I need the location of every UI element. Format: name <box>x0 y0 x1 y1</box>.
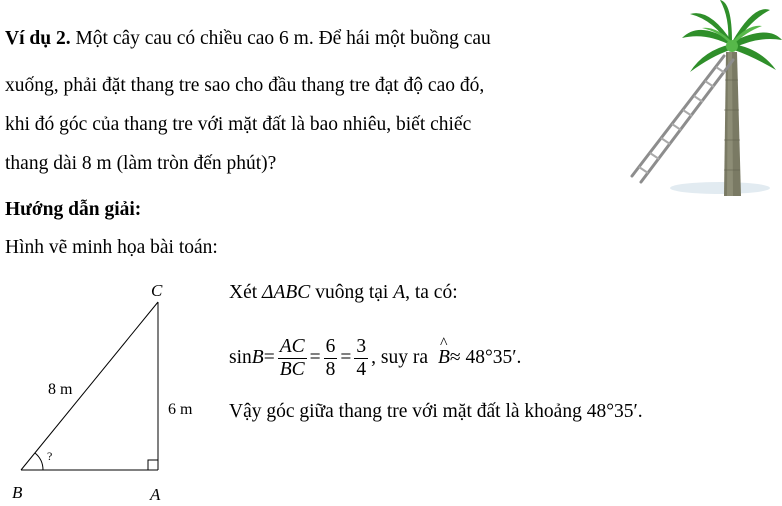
equals-1: = <box>263 347 275 368</box>
denominator-8: 8 <box>325 358 336 380</box>
fraction-6-8 <box>324 336 338 381</box>
vertex-a: A <box>150 485 161 504</box>
angle-question: ? <box>47 449 53 463</box>
palm-ladder-illustration <box>620 0 782 200</box>
vertex-b: B <box>12 483 23 502</box>
s1-triangle: ΔABC <box>262 282 311 303</box>
therefore-text: , suy ra <box>371 347 428 368</box>
angle-b: B <box>251 347 264 368</box>
fraction-ac-bc <box>278 336 307 381</box>
right-angle-mark <box>148 460 158 470</box>
s1-pre: Xét <box>229 282 263 303</box>
guide-heading: Hướng dẫn giải: <box>5 199 142 220</box>
side-ac-label: 6 m <box>168 401 193 418</box>
hypotenuse-label: 8 m <box>48 381 73 398</box>
numerator-ac: AC <box>279 335 305 357</box>
guide-intro: Hình vẽ minh họa bài toán: <box>5 237 218 258</box>
problem-line-1 <box>5 28 491 50</box>
equals-3: = <box>340 347 352 368</box>
problem-line-2: xuống, phải đặt thang tre sao cho đầu thang tre đạt độ cao đó, <box>5 75 485 96</box>
denominator-4: 4 <box>356 358 367 380</box>
example-label: Ví dụ 2. <box>5 28 71 49</box>
problem-text-1: Một cây cau có chiều cao 6 m. Để hái một buồng cau <box>75 28 491 49</box>
angle-arc <box>35 453 43 470</box>
s1-mid: vuông tại <box>310 282 394 303</box>
angle-b-hat: ^ B <box>438 347 450 369</box>
solution-formula <box>229 330 521 386</box>
solution-conclusion: Vậy góc giữa thang tre với mặt đất là khoảng 48°35′. <box>229 401 643 422</box>
vertex-c: C <box>151 281 163 300</box>
sin-function: sin <box>229 347 252 368</box>
problem-line-3: khi đó góc của thang tre với mặt đất là bao nhiêu, biết chiếc <box>5 114 472 135</box>
fraction-3-4 <box>354 336 368 381</box>
hypotenuse-bc <box>21 302 158 470</box>
approx-value: ≈ 48°35′. <box>449 347 522 368</box>
numerator-3: 3 <box>356 335 367 357</box>
denominator-bc: BC <box>279 358 305 380</box>
s1-post: , ta có: <box>405 282 458 303</box>
numerator-6: 6 <box>325 335 336 357</box>
equals-2: = <box>309 347 321 368</box>
triangle-figure <box>0 270 220 506</box>
solution-line-1 <box>229 282 458 304</box>
s1-vertex-a: A <box>393 282 406 303</box>
problem-line-4: thang dài 8 m (làm tròn đến phút)? <box>5 153 277 174</box>
